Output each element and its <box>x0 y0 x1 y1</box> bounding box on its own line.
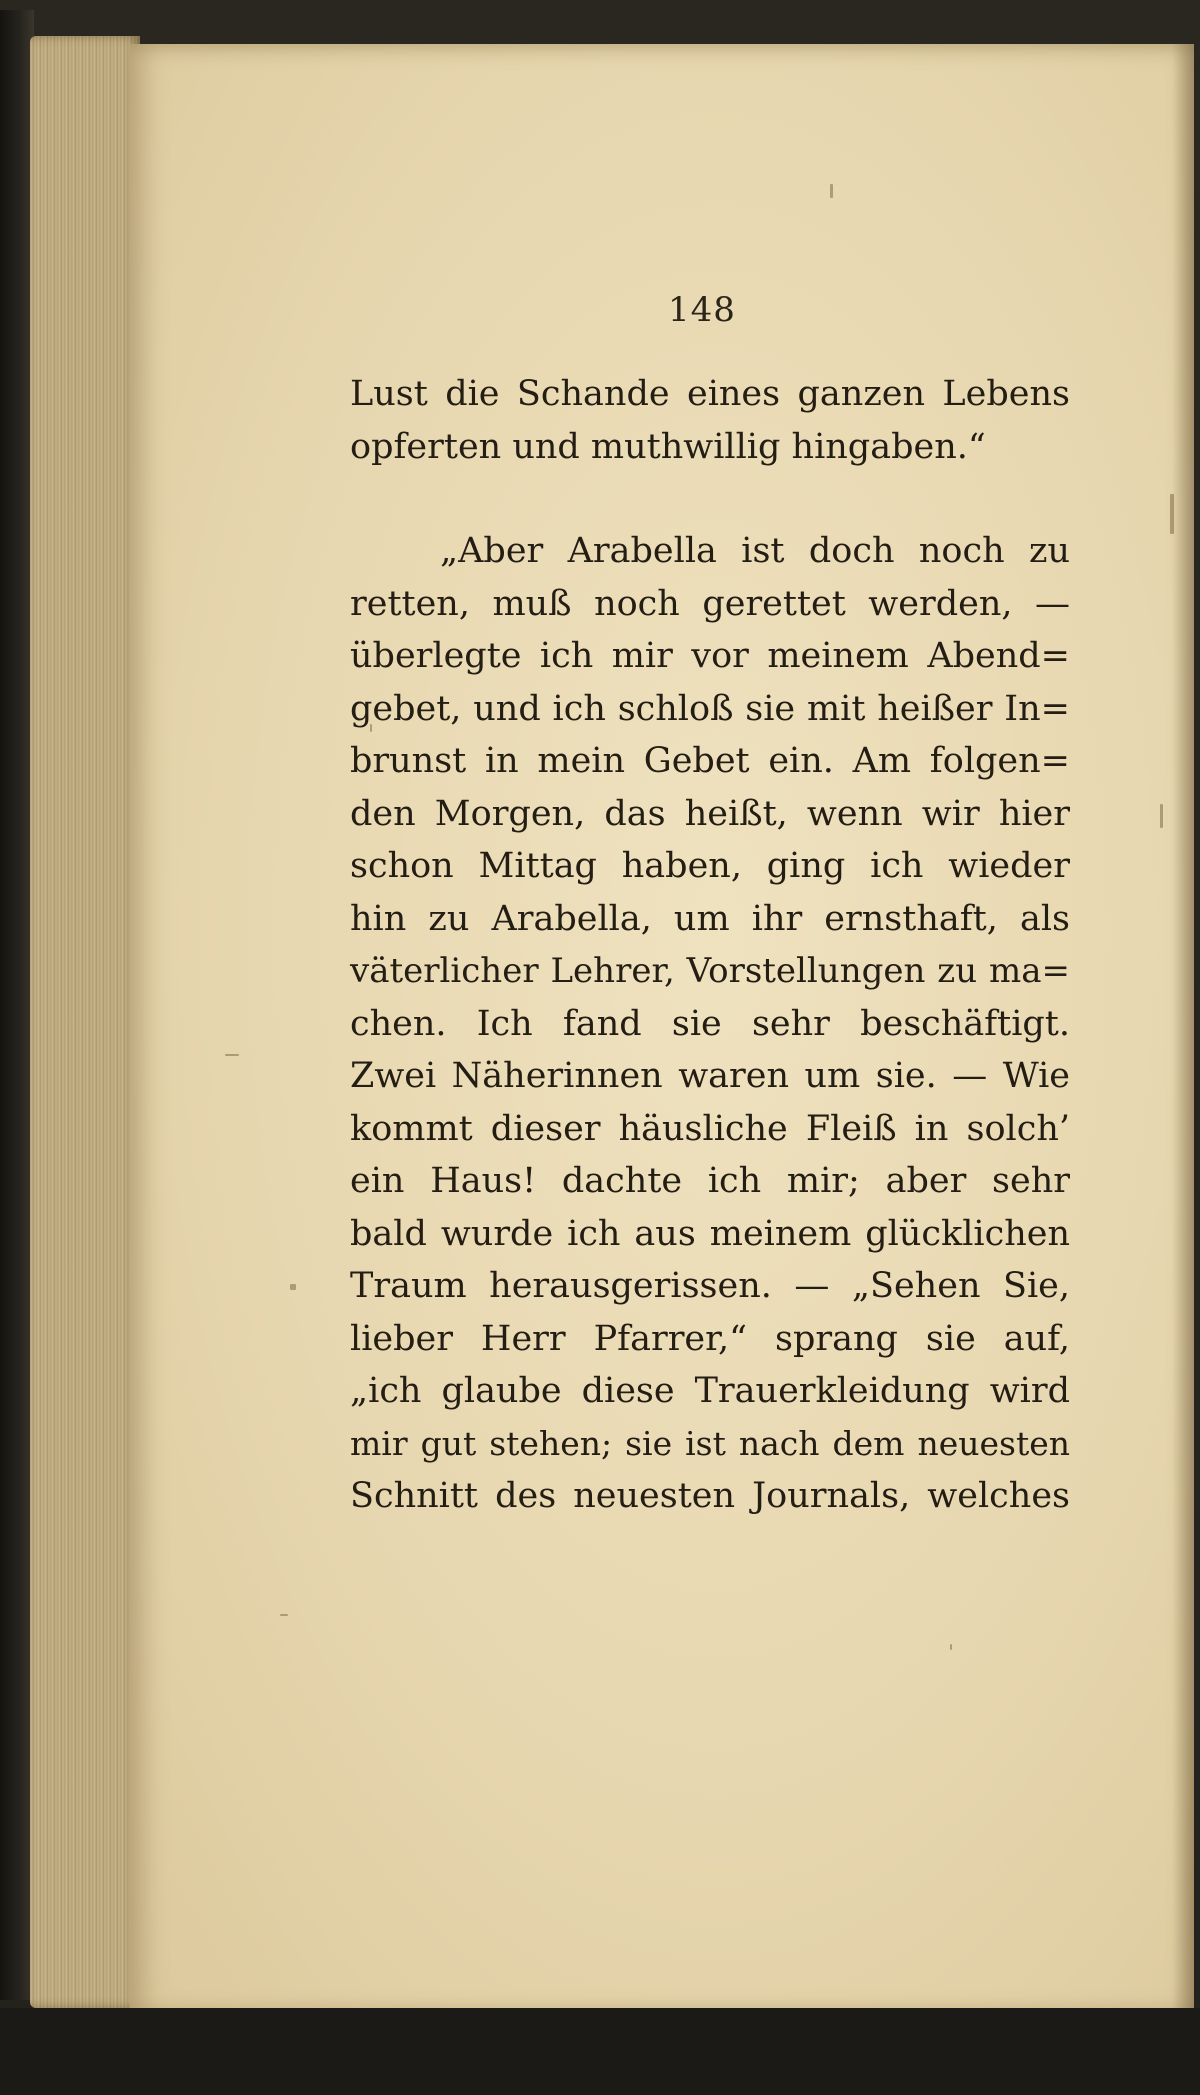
text-line: Schnitt des neuesten Journals, welches <box>350 1476 1070 1516</box>
paper-speck <box>225 1054 239 1056</box>
text-line: überlegte ich mir vor meinem Abend= <box>350 636 1070 676</box>
book-binding <box>0 10 34 2000</box>
text-line: lieber Herr Pfarrer,“ sprang sie auf, <box>350 1318 1070 1359</box>
paragraph-gap <box>350 473 1070 525</box>
text-line: kommt dieser häusliche Fleiß in solch’ <box>350 1108 1070 1149</box>
text-line: „Aber Arabella ist doch noch zu <box>440 531 1070 571</box>
text-line: mir gut stehen; sie ist nach dem neuesten <box>350 1423 1070 1463</box>
text-line: retten, muß noch gerettet werden, — <box>350 583 1070 624</box>
paper-speck <box>280 1614 288 1616</box>
body-text <box>350 368 1070 1523</box>
paper-speck <box>830 184 833 198</box>
text-line: bald wurde ich aus meinem glücklichen <box>350 1213 1070 1254</box>
paper-speck <box>290 1284 296 1290</box>
text-line: Traum herausgerissen. — „Sehen Sie, <box>350 1266 1070 1306</box>
text-line: gebet, und ich schloß sie mit heißer In= <box>350 688 1070 729</box>
paper-speck <box>1170 494 1174 534</box>
text-line: Lust die Schande eines ganzen Lebens <box>350 374 1070 414</box>
text-line: opferten und muthwillig hingaben.“ <box>350 426 986 467</box>
paper-speck <box>950 1644 952 1650</box>
text-line: den Morgen, das heißt, wenn wir hier <box>350 793 1070 834</box>
paper-speck <box>1160 804 1163 828</box>
text-line: brunst in mein Gebet ein. Am folgen= <box>350 741 1070 781</box>
text-line: chen. Ich fand sie sehr beschäftigt. <box>350 1003 1070 1044</box>
text-line: ein Haus! dachte ich mir; aber sehr <box>350 1161 1070 1201</box>
scan-bottom-edge <box>0 2008 1200 2095</box>
text-line: schon Mittag haben, ging ich wieder <box>350 846 1070 886</box>
text-line: väterlicher Lehrer, Vorstellungen zu ma= <box>350 951 1070 991</box>
page-number: 148 <box>668 290 736 330</box>
text-line: hin zu Arabella, um ihr ernsthaft, als <box>350 898 1070 939</box>
text-line: Zwei Näherinnen waren um sie. — Wie <box>350 1056 1070 1096</box>
page-edges <box>30 36 140 2008</box>
text-line: „ich glaube diese Trauerkleidung wird <box>350 1371 1070 1411</box>
